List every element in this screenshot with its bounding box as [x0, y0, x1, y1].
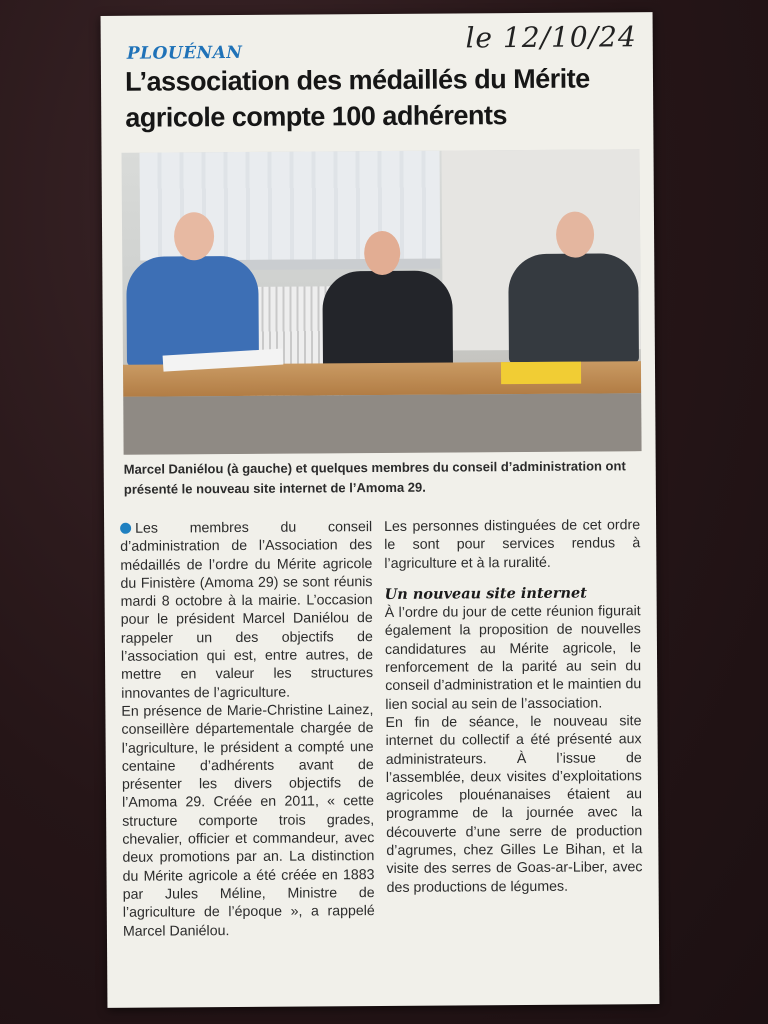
newspaper-clipping — [101, 12, 660, 1008]
article-paragraph: En fin de séance, le nouveau site internet du collectif a été présenté aux administrateurs. À l’issue de l’assemblée, deux visites d’exploitations agricoles plouénanaises étaient au programme de la journée avec la découverte d’une serre de production d’agrumes, chez Gilles Le Bihan, et la visite des serres de Goas-ar-Liber, avec des productions de légumes. — [385, 713, 643, 896]
article-paragraph: En présence de Marie-Christine Lainez, conseillère départementale chargée de l’agriculture, le président a compté une centaine d’adhérents avant de présenter les divers objectifs de l’Amoma 29. Créée en 2011, « cette structure comporte trois grades, chevalier, officier et commandeur, avec deux promotions par an. La distinction du Mérite agricole a été créée en 1883 par Jules Méline, Ministre de l’agriculture de l’époque », a rappelé Marcel Daniélou. — [121, 702, 375, 940]
article-column-right — [384, 516, 643, 897]
article-subheading: Un nouveau site internet — [384, 584, 588, 603]
article-photo — [121, 149, 641, 455]
article-paragraph: À l’ordre du jour de cette réunion figurait également la proposition de nouvelles candidatures au Mérite agricole, le renforcement de la parité au sein du conseil d’administration et le maintien du lien social au sein de l’association. — [384, 603, 642, 713]
photo-floor — [123, 393, 641, 455]
article-paragraph: Les membres du conseil d’administration de l’Association des médaillés de l’ordre du Mérite agricole du Finistère (Amoma 29) se sont réunis mardi 8 octobre à la mairie. L’occasion pour le président Marcel Daniélou de rappeler un des objectifs de l’association qui est, entre autres, de mettre en valeur les structures innovantes de l’agriculture. — [120, 519, 374, 702]
handwritten-date: le 12/10/24 — [465, 20, 637, 55]
location-kicker: PLOUÉNAN — [126, 42, 243, 64]
photo-folder — [501, 362, 581, 385]
article-column-left — [120, 518, 375, 941]
bullet-icon — [120, 523, 131, 534]
article-paragraph: Les personnes distinguées de cet ordre le sont pour services rendus à l’agriculture et à la ruralité. — [384, 517, 641, 572]
photo-caption: Marcel Daniélou (à gauche) et quelques membres du conseil d’administration ont présenté le nouveau site internet de l’Amoma 29. — [123, 458, 626, 497]
article-headline: L’association des médaillés du Mérite agricole compte 100 adhérents — [124, 63, 590, 133]
